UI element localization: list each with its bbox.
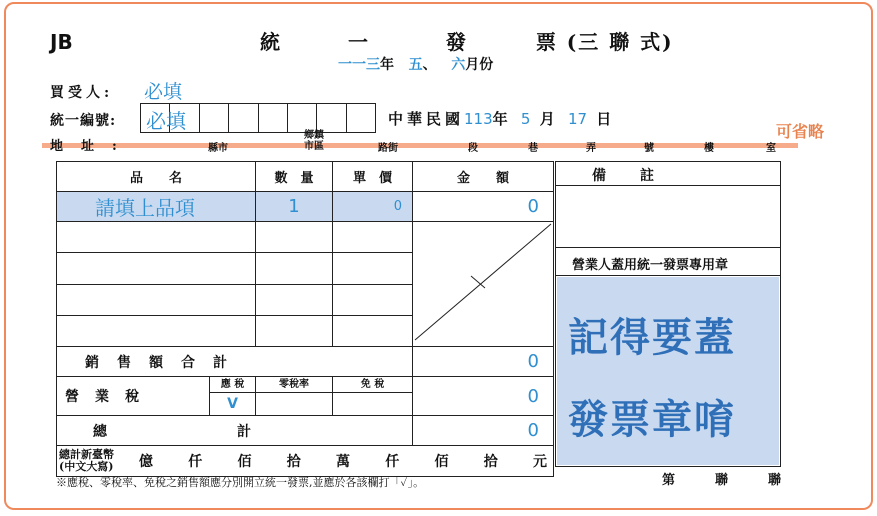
- date-year-unit: 年: [492, 110, 512, 128]
- period-suffix: 月份: [465, 57, 494, 73]
- row4-item[interactable]: [57, 284, 256, 315]
- tax-type-zero-label: 零稅率: [256, 377, 332, 393]
- sales-total-value[interactable]: 0: [413, 347, 554, 377]
- header-item: 品 名: [57, 162, 256, 192]
- row2-price[interactable]: [333, 222, 413, 253]
- grand-total-label: 總 計: [57, 416, 413, 446]
- sales-total-label: 銷 售 額 合 計: [57, 347, 413, 377]
- row2-item[interactable]: [57, 222, 256, 253]
- address-optional-note: 可省略: [776, 122, 825, 141]
- row1-item[interactable]: [57, 192, 256, 222]
- seal-label-top-divider: [556, 247, 780, 248]
- period-sep: 、: [422, 57, 437, 73]
- unit-qian-1: 仟: [188, 454, 203, 470]
- title-char-3: 發: [445, 30, 468, 54]
- row1-item-text: 請填上品項: [95, 196, 195, 220]
- row2-qty[interactable]: [256, 222, 333, 253]
- address-part-town: 鄉鎮市區: [304, 130, 324, 152]
- seal-label: 營業人蓋用統一發票專用章: [572, 258, 729, 273]
- period-year-unit: 年: [380, 57, 394, 73]
- row1-price[interactable]: 0: [333, 192, 413, 222]
- invoice-period: [338, 54, 493, 74]
- address-part-room: 室: [766, 143, 776, 154]
- business-tax-label: 營 業 稅: [65, 389, 140, 405]
- seal-reminder-line2: 發票章唷: [568, 397, 736, 443]
- tax-type-exempt-label: 免 稅: [333, 377, 412, 393]
- date-year[interactable]: 113: [464, 110, 493, 128]
- header-qty: 數 量: [256, 162, 333, 192]
- chinese-total-label: [57, 449, 139, 473]
- invoice-title: [260, 26, 674, 55]
- chinese-units: [139, 451, 553, 471]
- row4-price[interactable]: [333, 284, 413, 315]
- title-copies: (三 聯 式): [566, 30, 674, 54]
- unit-bai-2: 佰: [434, 454, 449, 470]
- row5-qty[interactable]: [256, 315, 333, 346]
- address-label: 地址:: [50, 139, 135, 154]
- chinese-total-label-1: 總計新臺幣: [59, 448, 114, 461]
- period-month-from: 五: [408, 57, 423, 73]
- seal-label-bottom-divider: [556, 275, 780, 276]
- buyer-label: 買受人:: [50, 85, 114, 101]
- unit-shi-2: 拾: [483, 454, 498, 470]
- unit-yi: 億: [139, 454, 153, 470]
- period-month-to: 六: [451, 57, 466, 73]
- address-part-section: 段: [468, 143, 478, 154]
- row1-amount[interactable]: 0: [413, 192, 554, 222]
- void-slash-icon: [413, 222, 553, 342]
- date-prefix: 中華民國: [388, 110, 465, 128]
- address-part-floor: 樓: [704, 143, 714, 154]
- row5-price[interactable]: [333, 315, 413, 346]
- invoice-code: JB: [50, 30, 73, 54]
- tax-type-zero[interactable]: [256, 377, 333, 416]
- remark-header-divider: [556, 185, 780, 186]
- header-amount: 金 額: [413, 162, 554, 192]
- row3-item[interactable]: [57, 253, 256, 284]
- unit-bai-1: 佰: [237, 454, 252, 470]
- business-tax-value[interactable]: 0: [413, 377, 554, 416]
- title-char-2: 一: [347, 30, 370, 54]
- unit-qian-2: 仟: [385, 454, 400, 470]
- date-month-unit: 月: [539, 110, 559, 128]
- buyer-field[interactable]: 必填: [144, 81, 183, 103]
- address-highlight: [42, 143, 798, 148]
- tax-id-label: 統一編號:: [50, 113, 117, 129]
- unit-wan: 萬: [336, 454, 350, 470]
- header-price: 單 價: [333, 162, 413, 192]
- amount-void-area: [413, 222, 554, 347]
- date-day-unit: 日: [596, 110, 616, 128]
- tax-type-taxable-label: 應 稅: [210, 377, 255, 393]
- address-part-road: 路街: [378, 143, 398, 154]
- row3-price[interactable]: [333, 253, 413, 284]
- title-char-4: 票: [535, 30, 558, 54]
- grand-total-value[interactable]: 0: [413, 416, 554, 446]
- address-part-lane: 巷: [528, 143, 538, 154]
- row1-qty[interactable]: 1: [256, 192, 333, 222]
- header-remark: 備 註: [592, 168, 656, 184]
- chinese-total-row: [57, 446, 554, 477]
- address-part-alley: 弄: [586, 143, 596, 154]
- invoice-date: [388, 108, 615, 129]
- address-part-county: 縣市: [208, 143, 228, 154]
- tax-id-field[interactable]: 必填: [146, 109, 186, 133]
- copy-label: 第聯聯: [662, 473, 822, 488]
- row5-item[interactable]: [57, 315, 256, 346]
- footer-note: ※應稅、零稅率、免稅之銷售額應分別開立統一發票,並應於各該欄打「✓」。: [56, 476, 425, 489]
- seal-reminder-line1: 記得要蓋: [568, 315, 736, 361]
- row3-qty[interactable]: [256, 253, 333, 284]
- tax-type-exempt[interactable]: [333, 377, 413, 416]
- unit-yuan: 元: [533, 454, 547, 470]
- period-prefix: 一一三: [338, 57, 380, 73]
- title-char-1: 統: [260, 30, 282, 54]
- date-day[interactable]: 17: [567, 110, 588, 128]
- tax-type-taxable[interactable]: [209, 377, 255, 415]
- business-tax-label-cell: [57, 377, 256, 416]
- tax-type-taxable-check: V: [227, 396, 238, 412]
- address-part-number: 號: [644, 143, 654, 154]
- invoice-items-table: [56, 161, 554, 477]
- row4-qty[interactable]: [256, 284, 333, 315]
- date-month[interactable]: 5: [520, 110, 531, 128]
- chinese-total-label-2: (中文大寫): [59, 460, 114, 473]
- invoice-page: [4, 2, 873, 510]
- unit-shi-1: 拾: [286, 454, 301, 470]
